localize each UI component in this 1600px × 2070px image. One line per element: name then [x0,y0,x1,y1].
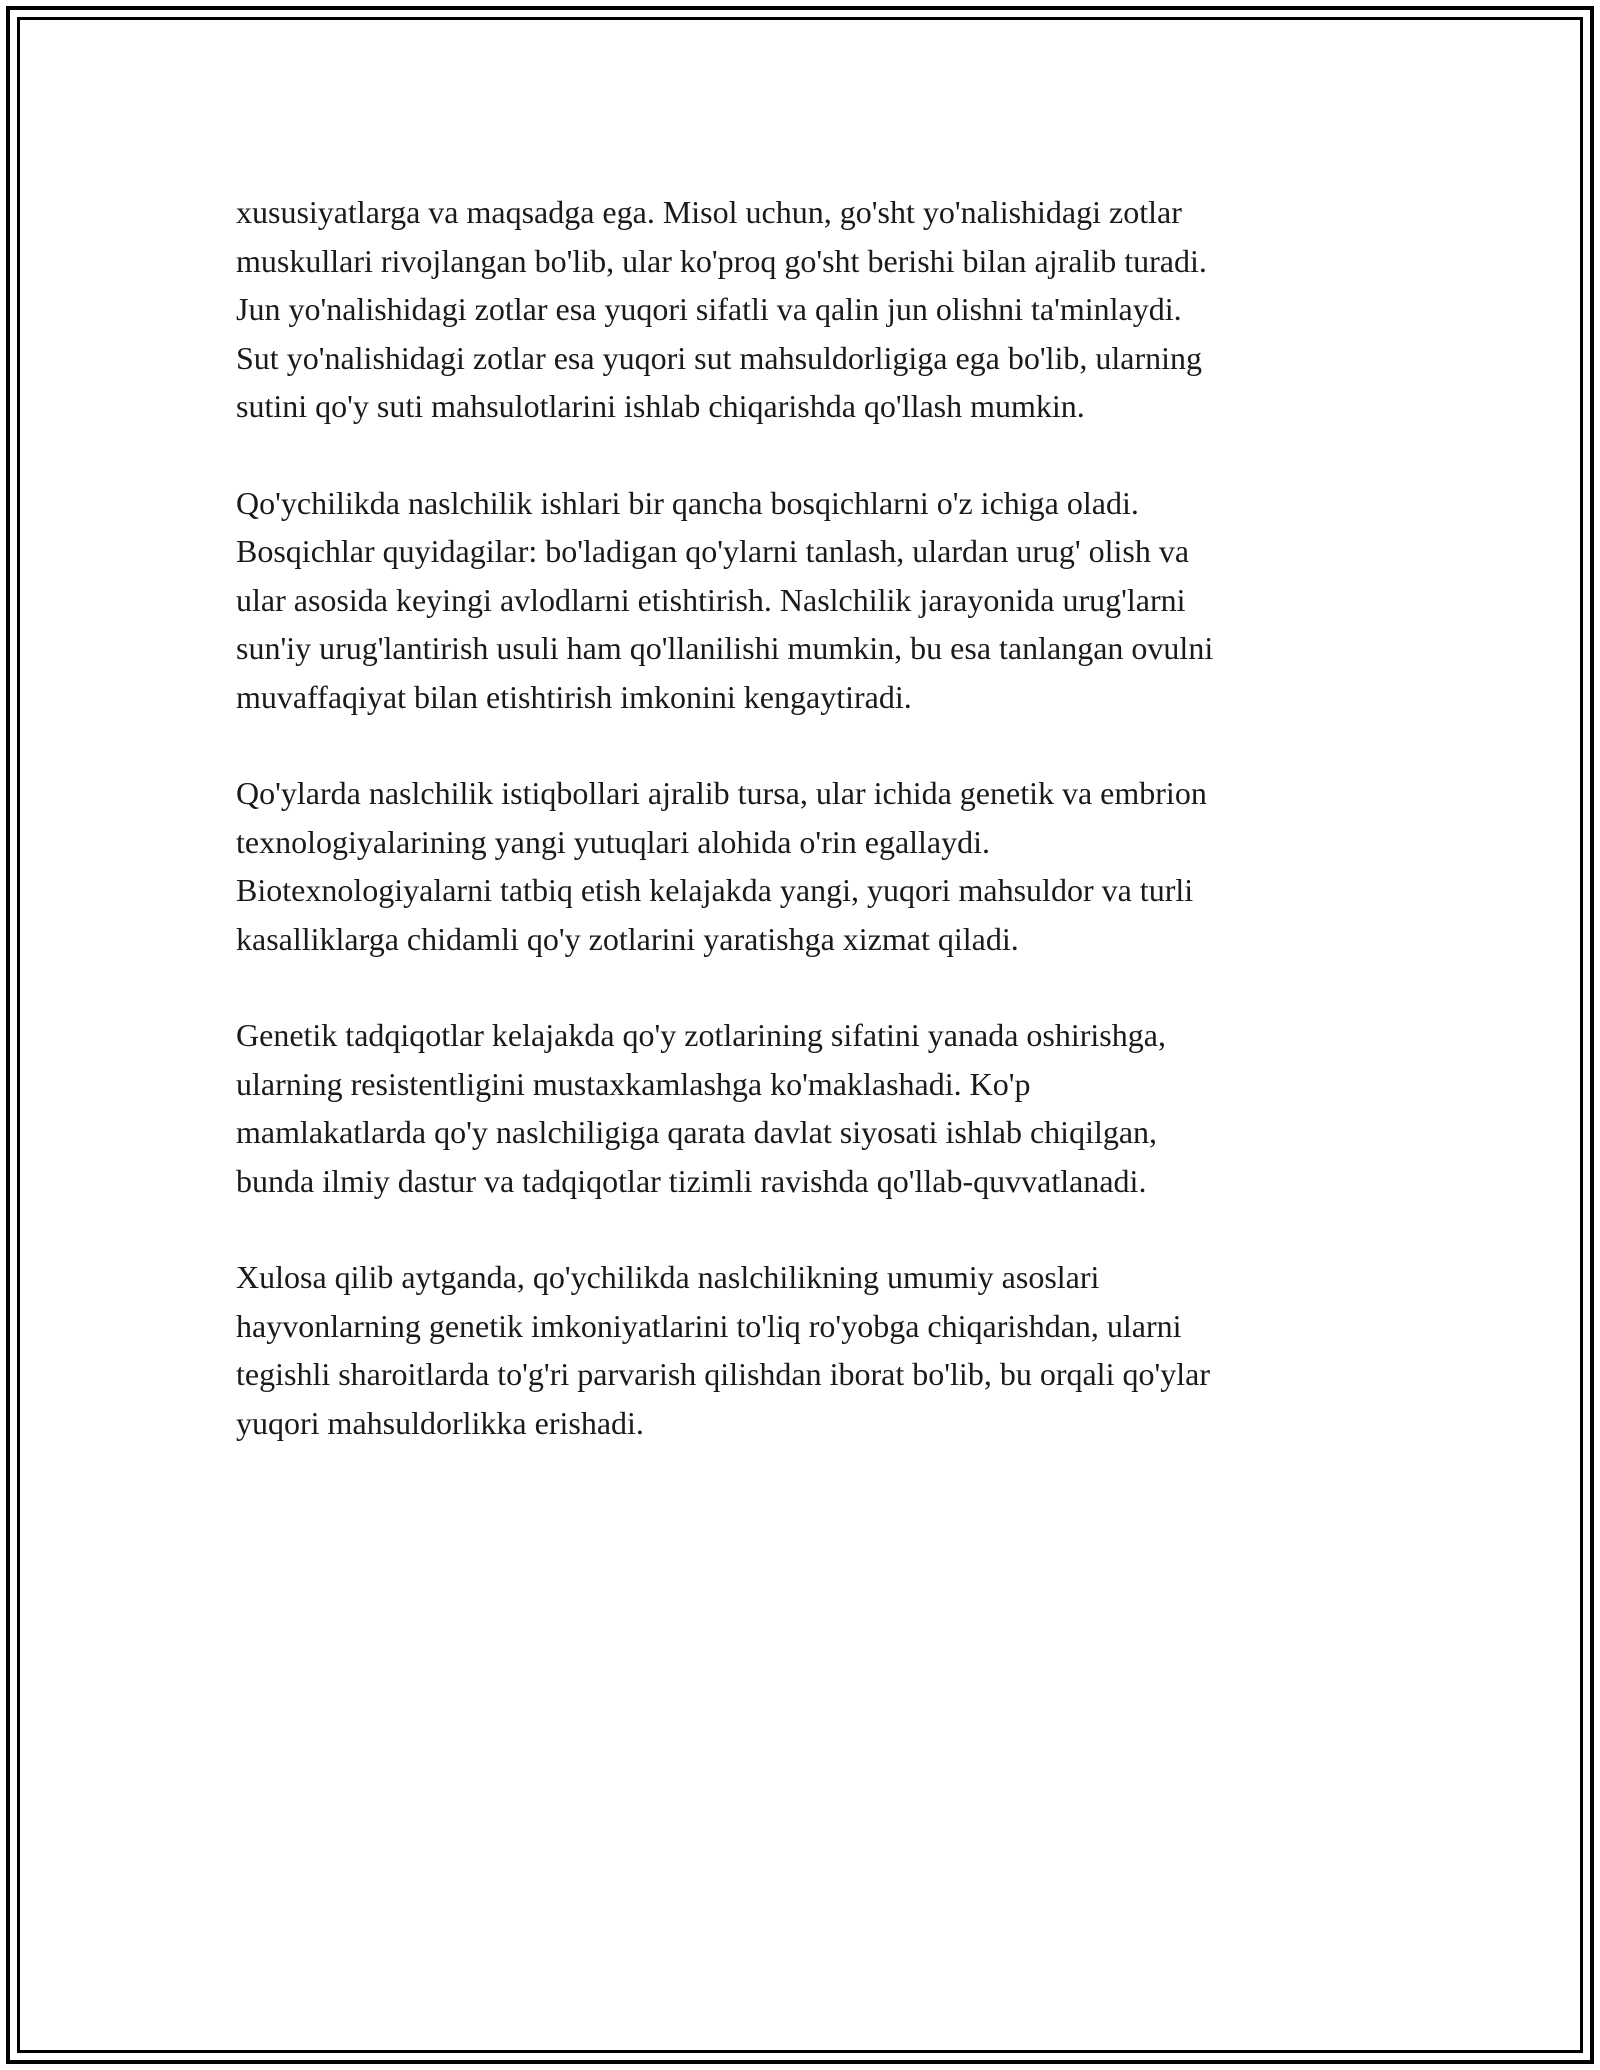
paragraph-1: xususiyatlarga va maqsadga ega. Misol uchun, go'sht yo'nalishidagi zotlar muskullari rivojlangan bo'lib, ular ko'proq go'sht berishi bilan ajralib turadi. Jun yo'nalishidagi zotlar esa yuqori sifatli va qalin jun olishni ta'minlaydi. Sut yo'nalishidagi zotlar esa yuqori sut mahsuldorligiga ega bo'lib, ularning sutini qo'y suti mahsulotlarini ishlab chiqarishda qo'llash mumkin. [236,194,1207,424]
paragraph-2: Qo'ychilikda naslchilik ishlari bir qancha bosqichlarni o'z ichiga oladi. Bosqichlar quyidagilar: bo'ladigan qo'ylarni tanlash, ulardan urug' olish va ular asosida keyingi avlodlarni etishtirish. Naslchilik jarayonida urug'larni sun'iy urug'lantirish usuli ham qo'llanilishi mumkin, bu esa tanlangan ovulni muvaffaqiyat bilan etishtirish imkonini kengaytiradi. [236,484,1214,715]
document-body [236,188,1366,1495]
paragraph-4: Genetik tadqiqotlar kelajakda qo'y zotlarining sifatini yanada oshirishga, ularning resistentligini mustaxkamlashga ko'maklashadi. Ko'p mamlakatlarda qo'y naslchiligiga qarata davlat siyosati ishlab chiqilgan, bunda ilmiy dastur va tadqiqotlar tizimli ravishda qo'llab-quvvatlanadi. [236,1017,1166,1199]
paragraph-3: Qo'ylarda naslchilik istiqbollari ajralib tursa, ular ichida genetik va embrion texnologiyalarining yangi yutuqlari alohida o'rin egallaydi. Biotexnologiyalarni tatbiq etish kelajakda yangi, yuqori mahsuldor va turli kasalliklarga chidamli qo'y zotlarini yaratishga xizmat qiladi. [236,775,1207,957]
paragraph-5: Xulosa qilib aytganda, qo'ychilikda naslchilikning umumiy asoslari hayvonlarning genetik imkoniyatlarini to'liq ro'yobga chiqarishdan, ularni tegishli sharoitlarda to'g'ri parvarish qilishdan iborat bo'lib, bu orqali qo'ylar yuqori mahsuldorlikka erishadi. [236,1259,1210,1441]
